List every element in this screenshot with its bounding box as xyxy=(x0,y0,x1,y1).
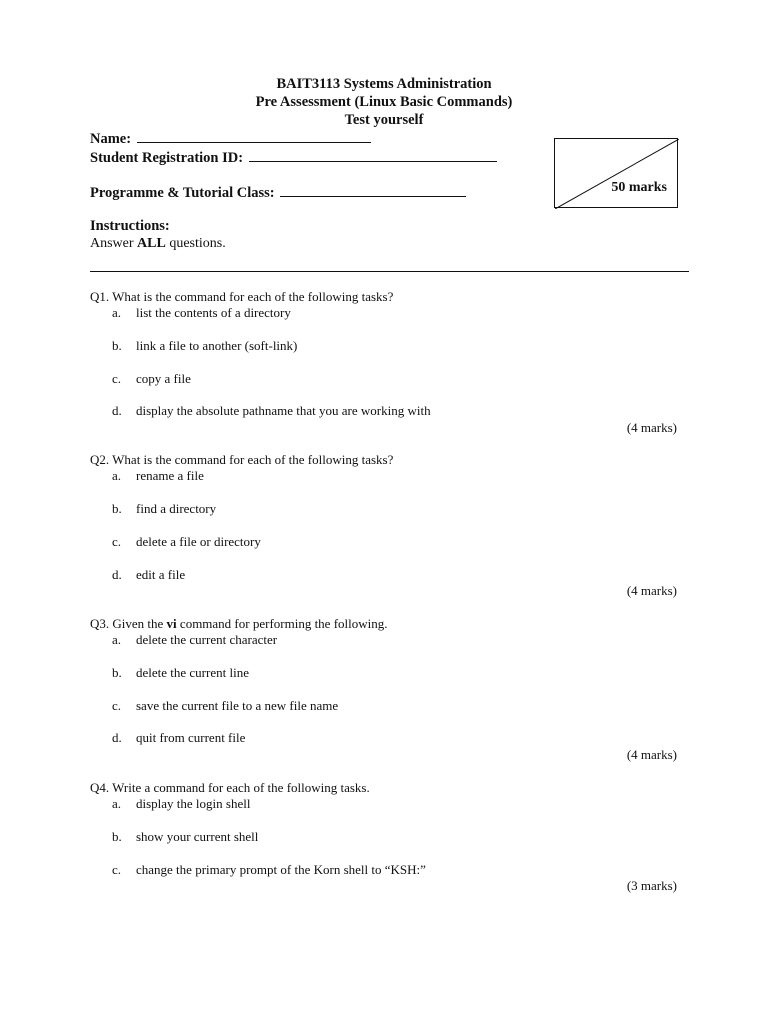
question-4-item-b xyxy=(112,829,258,845)
item-letter: c. xyxy=(112,371,122,386)
instructions-heading: Instructions: xyxy=(90,218,170,234)
prompt-prefix: Q3. Given the xyxy=(90,616,167,631)
item-text: copy a file xyxy=(136,371,191,386)
student-id-field[interactable] xyxy=(90,147,497,167)
question-2-item-b xyxy=(112,501,216,517)
assessment-subtitle: Test yourself xyxy=(344,112,424,128)
item-letter: c. xyxy=(112,698,122,713)
question-1-item-d xyxy=(112,403,431,419)
assessment-title: Pre Assessment (Linux Basic Commands) xyxy=(255,94,513,110)
item-letter: a. xyxy=(112,468,122,483)
question-2-item-c xyxy=(112,534,261,550)
instructions-emphasis: ALL xyxy=(137,236,166,251)
question-1-item-a xyxy=(112,305,291,321)
prompt-suffix: command for performing the following. xyxy=(176,616,388,631)
programme-label: Programme & Tutorial Class: xyxy=(90,185,275,201)
name-label: Name: xyxy=(90,131,132,147)
question-2-prompt: Q2. What is the command for each of the following tasks? xyxy=(90,452,394,467)
course-title: BAIT3113 Systems Administration xyxy=(276,76,492,92)
question-3-item-a xyxy=(112,632,277,648)
item-letter: a. xyxy=(112,632,122,647)
item-text: rename a file xyxy=(136,468,204,483)
item-text: quit from current file xyxy=(136,730,246,745)
prompt-command: vi xyxy=(166,616,177,631)
question-3-prompt xyxy=(90,616,388,632)
instructions-text xyxy=(90,236,226,252)
question-3-marks: (4 marks) xyxy=(626,747,677,762)
instructions-suffix: questions. xyxy=(165,236,226,251)
item-letter: b. xyxy=(112,665,122,680)
student-id-label: Student Registration ID: xyxy=(90,150,244,166)
question-3-item-c xyxy=(112,698,338,714)
item-text: delete the current line xyxy=(136,665,249,680)
item-text: delete a file or directory xyxy=(136,534,261,549)
total-marks: 50 marks xyxy=(611,180,667,195)
item-letter: b. xyxy=(112,338,122,353)
question-1-item-b xyxy=(112,338,297,354)
question-2-item-d xyxy=(112,567,185,583)
question-4-item-a xyxy=(112,796,250,812)
question-4-prompt: Q4. Write a command for each of the following tasks. xyxy=(90,780,370,795)
item-letter: c. xyxy=(112,534,122,549)
item-letter: c. xyxy=(112,862,122,877)
question-3-item-d xyxy=(112,730,245,746)
item-text: show your current shell xyxy=(136,829,259,844)
item-letter: d. xyxy=(112,403,122,418)
question-1-marks: (4 marks) xyxy=(626,420,677,435)
item-text: edit a file xyxy=(136,567,186,582)
question-4-item-c xyxy=(112,862,426,878)
question-4-marks: (3 marks) xyxy=(626,878,677,893)
item-text: display the login shell xyxy=(136,796,251,811)
divider-line xyxy=(90,271,689,272)
item-letter: a. xyxy=(112,796,122,811)
question-3-item-b xyxy=(112,665,249,681)
marks-box-diagonal xyxy=(555,139,679,209)
programme-field[interactable] xyxy=(90,182,466,202)
item-text: change the primary prompt of the Korn shell to “KSH:” xyxy=(136,862,426,877)
total-marks-box xyxy=(554,138,678,208)
item-text: display the absolute pathname that you are working with xyxy=(136,403,431,418)
item-letter: a. xyxy=(112,305,122,320)
instructions-prefix: Answer xyxy=(90,236,138,251)
programme-blank-line[interactable] xyxy=(280,182,466,197)
item-text: find a directory xyxy=(136,501,217,516)
item-letter: d. xyxy=(112,730,122,745)
item-text: list the contents of a directory xyxy=(136,305,291,320)
question-1-prompt: Q1. What is the command for each of the following tasks? xyxy=(90,289,394,304)
question-2-item-a xyxy=(112,468,204,484)
question-1-item-c xyxy=(112,371,191,387)
item-text: delete the current character xyxy=(136,632,278,647)
name-field[interactable] xyxy=(90,128,371,148)
item-letter: b. xyxy=(112,501,122,516)
item-letter: b. xyxy=(112,829,122,844)
student-id-blank-line[interactable] xyxy=(249,147,497,162)
item-text: save the current file to a new file name xyxy=(136,698,339,713)
question-2-marks: (4 marks) xyxy=(626,583,677,598)
name-blank-line[interactable] xyxy=(137,128,371,143)
item-letter: d. xyxy=(112,567,122,582)
item-text: link a file to another (soft-link) xyxy=(136,338,298,353)
